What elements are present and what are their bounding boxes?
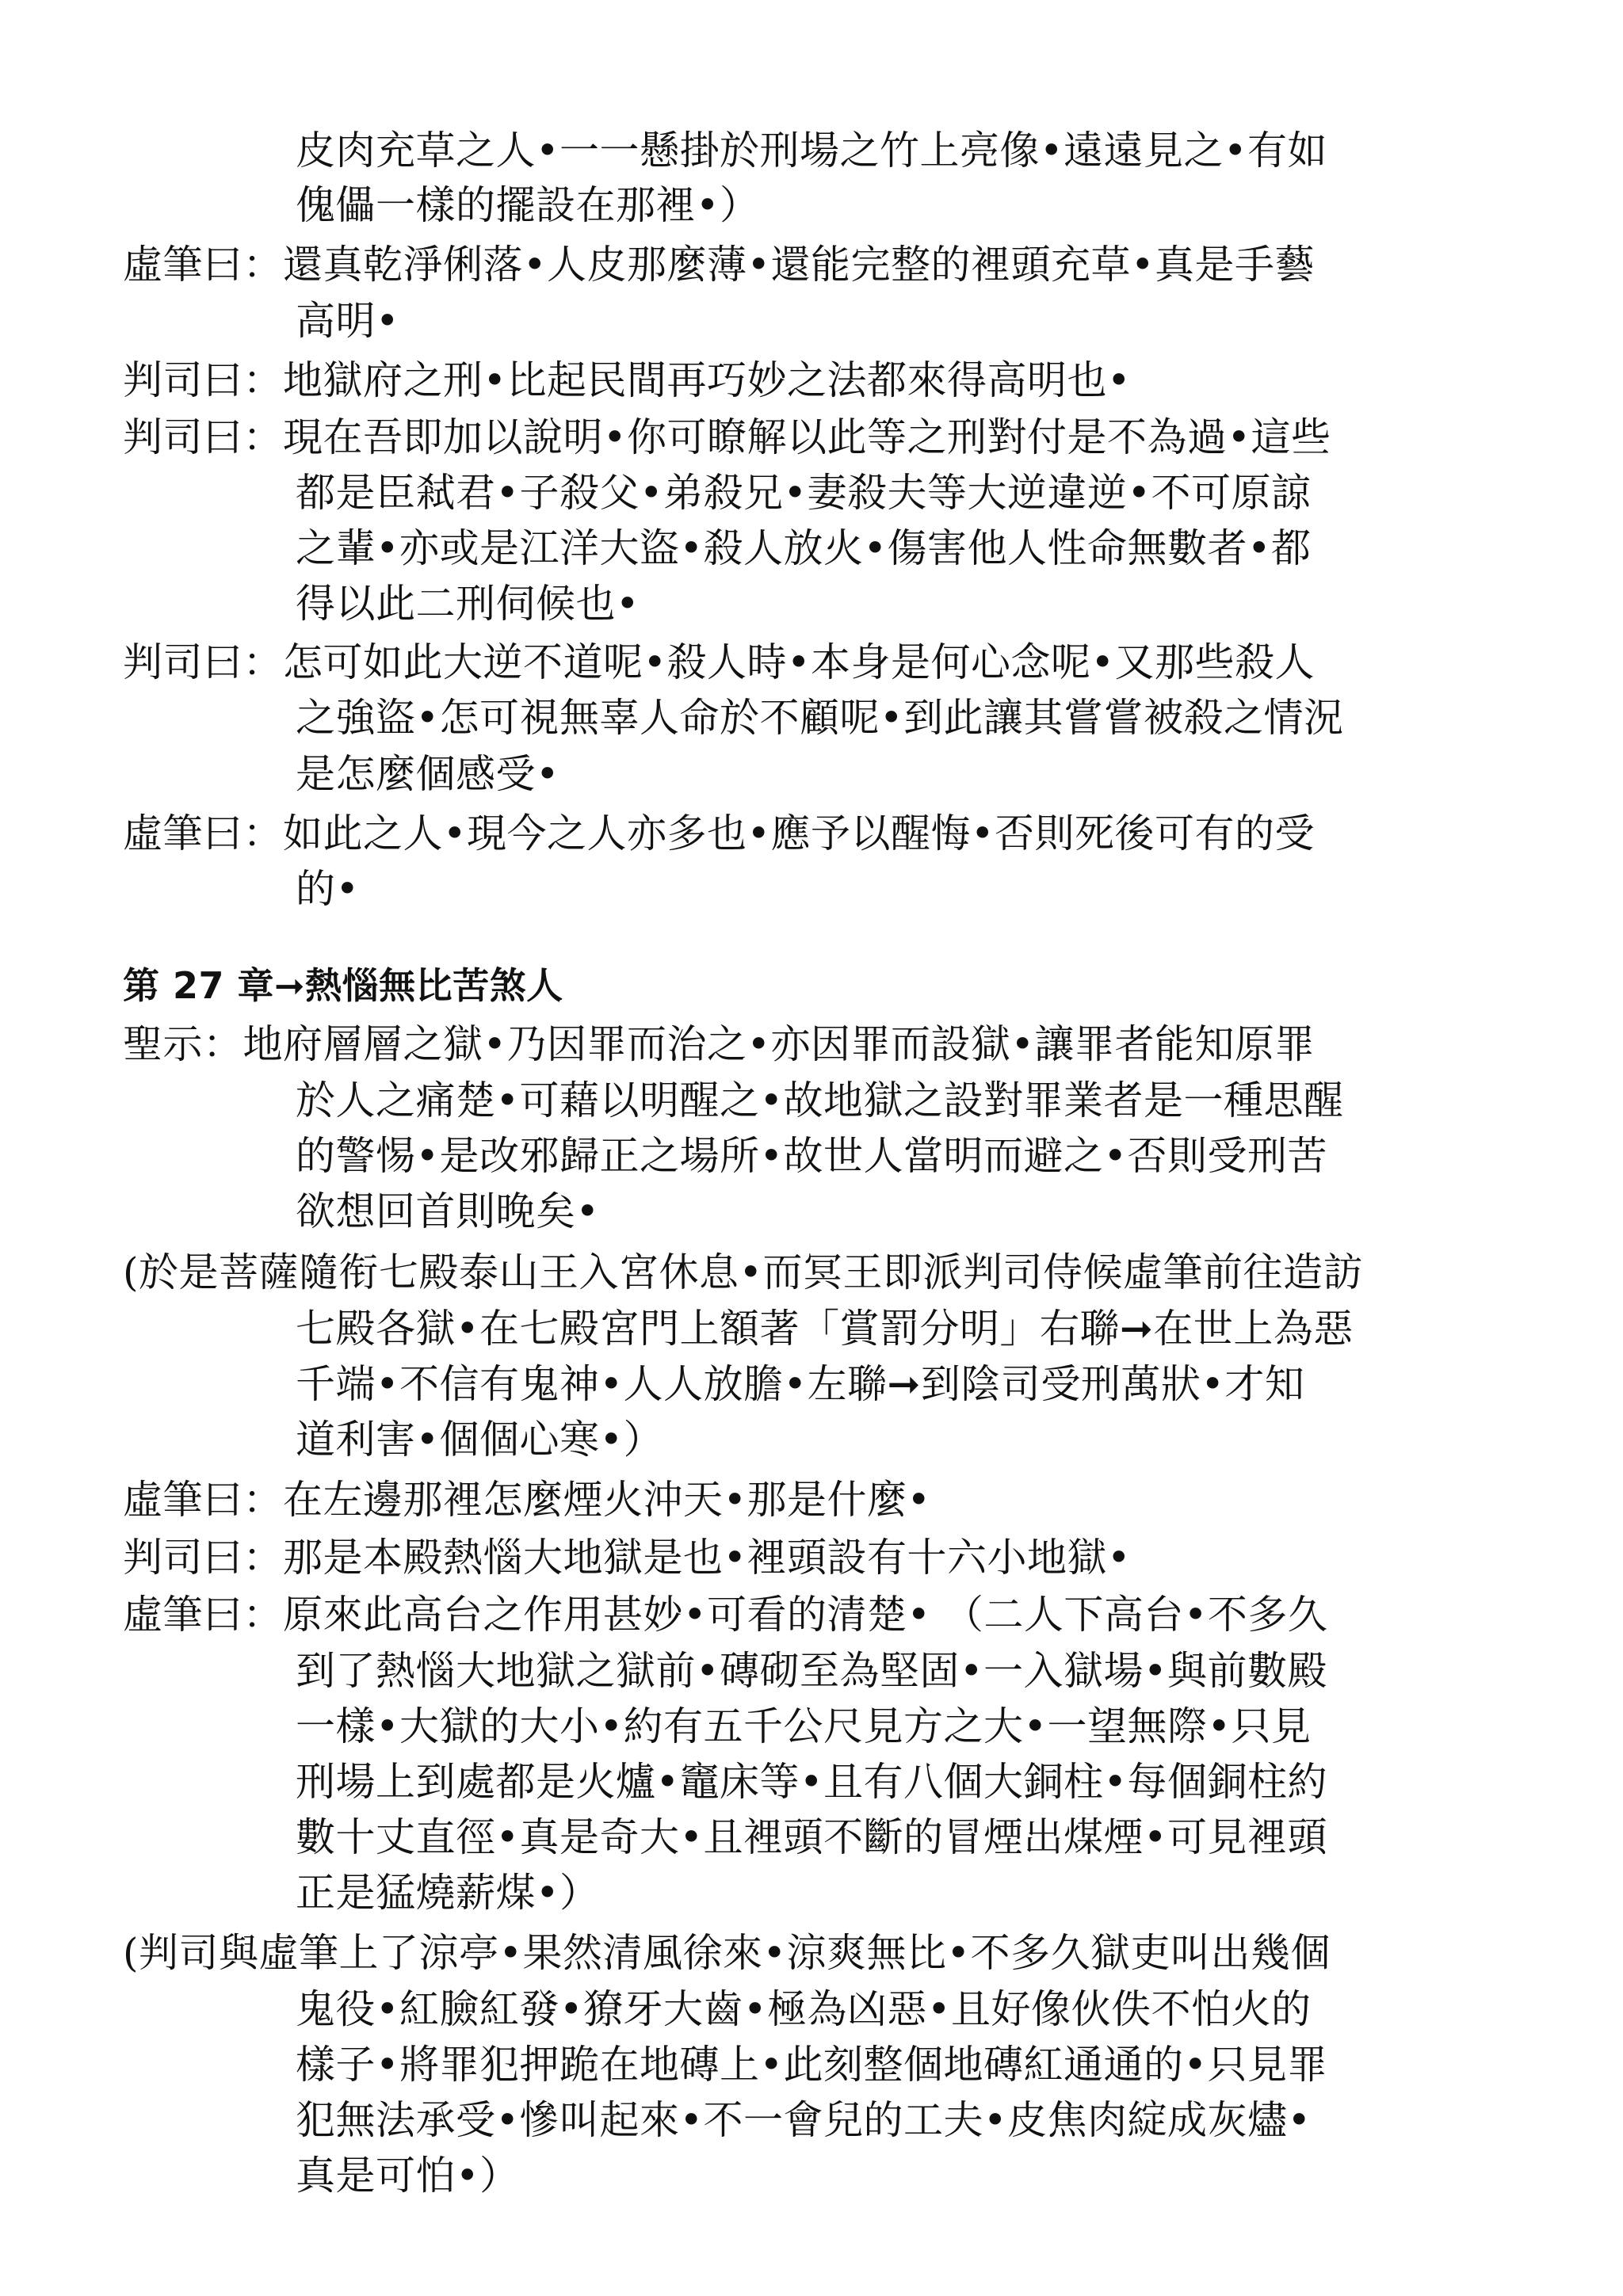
text-line: 得以此二刑伺候也•	[296, 581, 640, 627]
text-line: 皮肉充草之人•一一懸掛於刑場之竹上亮像•遠遠見之•有如	[296, 128, 1327, 174]
text-line: 於人之痛楚•可藉以明醒之•故地獄之設對罪業者是一種思醒	[296, 1077, 1344, 1123]
text-line: 數十丈直徑•真是奇大•且裡頭不斷的冒煙出煤煙•可見裡頭	[296, 1814, 1327, 1860]
dialogue-line: 虛筆曰：在左邊那裡怎麼煙火沖天•那是什麼•	[123, 1477, 931, 1523]
text-line: 之輩•亦或是江洋大盜•殺人放火•傷害他人性命無數者•都	[296, 525, 1312, 571]
text-line: 欲想回首則晚矣•	[296, 1188, 600, 1234]
dialogue-line: 判司曰：地獄府之刑•比起民間再巧妙之法都來得高明也•	[123, 357, 1131, 403]
text-line: 的•	[296, 866, 360, 912]
text-line: 高明•	[296, 298, 399, 344]
dialogue-line: 判司曰：怎可如此大逆不道呢•殺人時•本身是何心念呢•又那些殺人	[123, 639, 1315, 685]
dialogue-line: 判司曰：那是本殿熱惱大地獄是也•裡頭設有十六小地獄•	[123, 1535, 1131, 1581]
text-line: 七殿各獄•在七殿宮門上額著「賞罰分明」右聯➞在世上為惡	[296, 1306, 1354, 1352]
dialogue-line: 虛筆曰：原來此高台之作用甚妙•可看的清楚• （二人下高台•不多久	[123, 1592, 1328, 1638]
dialogue-line: 判司曰：現在吾即加以說明•你可瞭解以此等之刑對付是不為過•這些	[123, 414, 1331, 460]
text-line: 千端•不信有鬼神•人人放膽•左聯➞到陰司受刑萬狀•才知	[296, 1361, 1305, 1407]
text-line: 的警惕•是改邪歸正之場所•故世人當明而避之•否則受刑苦	[296, 1133, 1327, 1179]
dialogue-line: 虛筆曰：還真乾淨俐落•人皮那麼薄•還能完整的裡頭充草•真是手藝	[123, 242, 1315, 288]
text-line: 之強盜•怎可視無辜人命於不顧呢•到此讓其嘗嘗被殺之情況	[296, 695, 1344, 741]
text-line: 正是猛燒薪煤•）	[296, 1870, 600, 1916]
text-line: 都是臣弒君•子殺父•弟殺兄•妻殺夫等大逆違逆•不可原諒	[296, 470, 1312, 516]
narration-line: (於是菩薩隨衔七殿泰山王入宮休息•而冥王即派判司侍候虛筆前往造訪	[123, 1249, 1363, 1295]
narration-line: (判司與虛筆上了涼亭•果然清風徐來•涼爽無比•不多久獄吏叫出幾個	[123, 1930, 1331, 1976]
text-line: 道利害•個個心寒•）	[296, 1417, 663, 1463]
text-line: 真是可怕•）	[296, 2153, 520, 2199]
text-line: 是怎麼個感受•	[296, 751, 559, 797]
text-line: 一樣•大獄的大小•約有五千公尺見方之大•一望無際•只見	[296, 1703, 1312, 1749]
dialogue-line: 聖示：地府層層之獄•乃因罪而治之•亦因罪而設獄•讓罪者能知原罪	[123, 1021, 1315, 1067]
text-line: 犯無法承受•慘叫起來•不一會兒的工夫•皮焦肉綻成灰燼•	[296, 2097, 1312, 2143]
chapter-heading: 第 27 章➞熱惱無比苦煞人	[123, 964, 563, 1007]
text-line: 刑場上到處都是火爐•竈床等•且有八個大銅柱•每個銅柱約	[296, 1759, 1327, 1805]
text-line: 傀儡一樣的擺設在那裡•）	[296, 182, 760, 228]
text-line: 鬼役•紅臉紅發•獠牙大齒•極為凶惡•且好像伙佚不怕火的	[296, 1986, 1312, 2032]
text-line: 到了熱惱大地獄之獄前•磚砌至為堅固•一入獄場•與前數殿	[296, 1648, 1327, 1694]
dialogue-line: 虛筆曰：如此之人•現今之人亦多也•應予以醒悔•否則死後可有的受	[123, 810, 1315, 856]
text-line: 樣子•將罪犯押跪在地磚上•此刻整個地磚紅通通的•只見罪	[296, 2042, 1327, 2088]
